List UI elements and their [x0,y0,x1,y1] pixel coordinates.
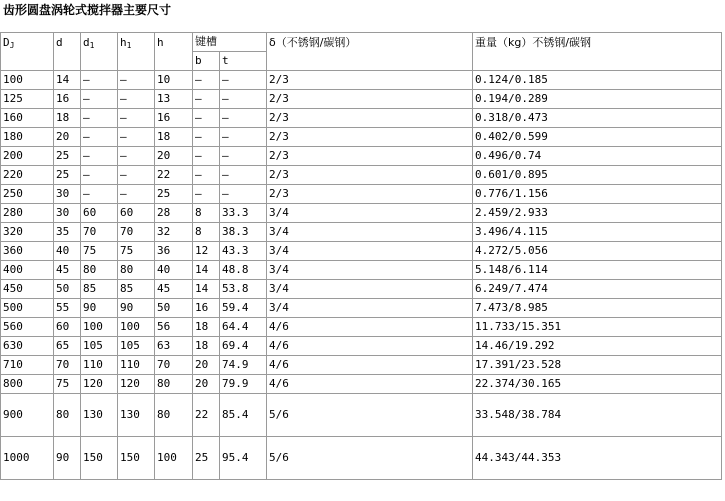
cell-delta: 4/6 [267,318,473,337]
cell-h: 16 [155,109,193,128]
header-h: h [155,33,193,71]
cell-h1: – [118,166,155,185]
cell-b: 20 [193,356,220,375]
cell-b: – [193,147,220,166]
cell-h: 36 [155,242,193,261]
table-row [1,299,722,318]
cell-dj: 800 [1,375,54,394]
cell-d: 25 [54,166,81,185]
cell-weight: 7.473/8.985 [473,299,722,318]
table-row [1,337,722,356]
cell-d: 45 [54,261,81,280]
cell-dj: 180 [1,128,54,147]
header-h1: $h_1$ [118,33,155,71]
cell-d1: – [81,109,118,128]
cell-t: – [220,90,267,109]
cell-h1: 75 [118,242,155,261]
cell-weight: 17.391/23.528 [473,356,722,375]
cell-weight: 5.148/6.114 [473,261,722,280]
cell-weight: 0.194/0.289 [473,90,722,109]
cell-h: 25 [155,185,193,204]
cell-delta: 4/6 [267,356,473,375]
cell-d1: 120 [81,375,118,394]
table-row [1,280,722,299]
header-dj: $D_J$ [1,33,54,71]
header-delta: δ（不锈钢/碳钢） [267,33,473,71]
cell-h: 100 [155,437,193,480]
cell-d: 80 [54,394,81,437]
cell-dj: 1000 [1,437,54,480]
cell-b: 14 [193,261,220,280]
table-row [1,261,722,280]
cell-d: 16 [54,90,81,109]
cell-delta: 2/3 [267,71,473,90]
cell-dj: 360 [1,242,54,261]
cell-d1: – [81,90,118,109]
cell-weight: 11.733/15.351 [473,318,722,337]
cell-h: 32 [155,223,193,242]
cell-weight: 22.374/30.165 [473,375,722,394]
cell-weight: 33.548/38.784 [473,394,722,437]
cell-weight: 0.601/0.895 [473,166,722,185]
cell-h1: 80 [118,261,155,280]
cell-h1: 85 [118,280,155,299]
cell-h1: 70 [118,223,155,242]
cell-t: 85.4 [220,394,267,437]
cell-dj: 100 [1,71,54,90]
cell-delta: 2/3 [267,166,473,185]
cell-b: – [193,185,220,204]
cell-d: 35 [54,223,81,242]
cell-d1: 80 [81,261,118,280]
cell-h: 13 [155,90,193,109]
cell-dj: 500 [1,299,54,318]
cell-h1: – [118,185,155,204]
cell-h: 70 [155,356,193,375]
cell-dj: 630 [1,337,54,356]
cell-d: 30 [54,204,81,223]
cell-h: 56 [155,318,193,337]
cell-h1: 100 [118,318,155,337]
cell-h: 80 [155,394,193,437]
cell-delta: 2/3 [267,147,473,166]
cell-delta: 4/6 [267,375,473,394]
cell-weight: 0.402/0.599 [473,128,722,147]
cell-d1: – [81,185,118,204]
cell-d1: – [81,71,118,90]
cell-d1: – [81,147,118,166]
cell-h: 40 [155,261,193,280]
cell-t: 48.8 [220,261,267,280]
cell-d1: 110 [81,356,118,375]
cell-b: – [193,109,220,128]
cell-delta: 3/4 [267,299,473,318]
cell-d1: 75 [81,242,118,261]
cell-dj: 900 [1,394,54,437]
cell-h: 63 [155,337,193,356]
cell-t: – [220,109,267,128]
cell-b: 25 [193,437,220,480]
cell-delta: 5/6 [267,437,473,480]
header-d: d [54,33,81,71]
cell-d: 25 [54,147,81,166]
cell-d1: 100 [81,318,118,337]
cell-t: – [220,147,267,166]
cell-b: 20 [193,375,220,394]
cell-h: 80 [155,375,193,394]
cell-weight: 4.272/5.056 [473,242,722,261]
table-row [1,166,722,185]
cell-t: 43.3 [220,242,267,261]
table-row [1,90,722,109]
cell-b: 12 [193,242,220,261]
cell-dj: 125 [1,90,54,109]
cell-delta: 2/3 [267,128,473,147]
cell-t: 33.3 [220,204,267,223]
cell-d1: – [81,128,118,147]
cell-t: – [220,71,267,90]
table-row [1,204,722,223]
cell-b: 16 [193,299,220,318]
cell-d: 50 [54,280,81,299]
header-keyway: 键槽 [193,33,267,52]
table-row [1,437,722,480]
cell-d: 75 [54,375,81,394]
table-row [1,356,722,375]
cell-dj: 280 [1,204,54,223]
cell-t: – [220,166,267,185]
cell-h: 20 [155,147,193,166]
table-row [1,71,722,90]
cell-t: – [220,128,267,147]
cell-t: – [220,185,267,204]
cell-t: 79.9 [220,375,267,394]
cell-delta: 3/4 [267,242,473,261]
cell-dj: 710 [1,356,54,375]
cell-b: – [193,128,220,147]
header-weight: 重量（kg）不锈钢/碳钢 [473,33,722,71]
cell-b: – [193,90,220,109]
table-row [1,223,722,242]
table-row [1,394,722,437]
cell-delta: 5/6 [267,394,473,437]
cell-delta: 2/3 [267,185,473,204]
table-row [1,147,722,166]
header-d1: $d_1$ [81,33,118,71]
table-row [1,375,722,394]
cell-b: 8 [193,223,220,242]
cell-t: 64.4 [220,318,267,337]
cell-weight: 0.776/1.156 [473,185,722,204]
table-row [1,185,722,204]
cell-weight: 44.343/44.353 [473,437,722,480]
cell-b: 18 [193,318,220,337]
cell-t: 95.4 [220,437,267,480]
cell-d1: 60 [81,204,118,223]
cell-h: 10 [155,71,193,90]
cell-h1: 90 [118,299,155,318]
cell-d: 55 [54,299,81,318]
header-t: t [220,52,267,71]
cell-d: 30 [54,185,81,204]
cell-weight: 0.496/0.74 [473,147,722,166]
cell-h1: 130 [118,394,155,437]
cell-dj: 220 [1,166,54,185]
cell-h1: 60 [118,204,155,223]
cell-weight: 0.318/0.473 [473,109,722,128]
cell-h: 22 [155,166,193,185]
cell-delta: 2/3 [267,90,473,109]
table-row [1,318,722,337]
cell-d1: 85 [81,280,118,299]
cell-b: 14 [193,280,220,299]
cell-dj: 400 [1,261,54,280]
cell-dj: 450 [1,280,54,299]
cell-delta: 3/4 [267,204,473,223]
cell-dj: 320 [1,223,54,242]
cell-weight: 3.496/4.115 [473,223,722,242]
cell-delta: 3/4 [267,280,473,299]
cell-delta: 3/4 [267,261,473,280]
cell-d: 90 [54,437,81,480]
cell-t: 74.9 [220,356,267,375]
cell-dj: 250 [1,185,54,204]
cell-weight: 14.46/19.292 [473,337,722,356]
cell-dj: 560 [1,318,54,337]
cell-h1: – [118,147,155,166]
cell-d1: – [81,166,118,185]
cell-h1: 110 [118,356,155,375]
cell-t: 38.3 [220,223,267,242]
dimension-table [0,32,722,480]
header-b: b [193,52,220,71]
cell-d: 14 [54,71,81,90]
cell-dj: 200 [1,147,54,166]
cell-d: 60 [54,318,81,337]
cell-t: 53.8 [220,280,267,299]
cell-weight: 6.249/7.474 [473,280,722,299]
cell-h1: 105 [118,337,155,356]
header-row [1,33,722,52]
cell-h: 28 [155,204,193,223]
cell-h1: – [118,71,155,90]
cell-b: 18 [193,337,220,356]
cell-t: 69.4 [220,337,267,356]
cell-b: 22 [193,394,220,437]
cell-d1: 105 [81,337,118,356]
cell-d: 65 [54,337,81,356]
cell-h1: – [118,90,155,109]
cell-d1: 90 [81,299,118,318]
cell-delta: 3/4 [267,223,473,242]
cell-d1: 130 [81,394,118,437]
cell-dj: 160 [1,109,54,128]
table-row [1,242,722,261]
cell-h1: – [118,109,155,128]
table-body [1,33,722,480]
cell-h1: – [118,128,155,147]
cell-d: 18 [54,109,81,128]
cell-delta: 2/3 [267,109,473,128]
cell-weight: 2.459/2.933 [473,204,722,223]
cell-h: 18 [155,128,193,147]
table-row [1,128,722,147]
cell-h: 50 [155,299,193,318]
cell-h: 45 [155,280,193,299]
page-title: 齿形圆盘涡轮式搅拌器主要尺寸 [3,3,172,17]
cell-d1: 70 [81,223,118,242]
cell-d1: 150 [81,437,118,480]
cell-d: 40 [54,242,81,261]
cell-h1: 120 [118,375,155,394]
cell-h1: 150 [118,437,155,480]
cell-delta: 4/6 [267,337,473,356]
cell-t: 59.4 [220,299,267,318]
cell-d: 20 [54,128,81,147]
cell-d: 70 [54,356,81,375]
table-row [1,109,722,128]
cell-b: 8 [193,204,220,223]
cell-weight: 0.124/0.185 [473,71,722,90]
cell-b: – [193,71,220,90]
cell-b: – [193,166,220,185]
